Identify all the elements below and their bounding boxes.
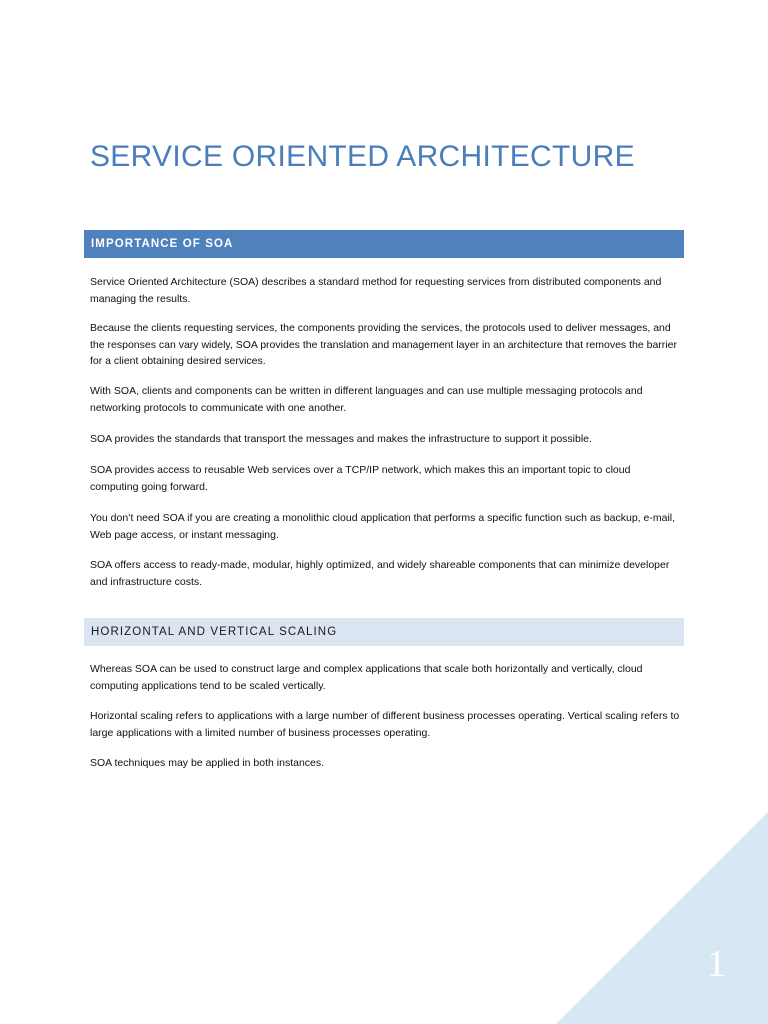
paragraph: Service Oriented Architecture (SOA) describes a standard method for requesting services from distributed components and managing the results.: [90, 276, 662, 305]
section-heading-horizontal-and-vertical-scaling: HORIZONTAL AND VERTICAL SCALING: [84, 618, 684, 646]
page-title: SERVICE ORIENTED ARCHITECTURE: [90, 140, 635, 173]
paragraph: With SOA, clients and components can be written in different languages and can use multiple messaging protocols and networking protocols to communicate with one another.: [90, 385, 643, 414]
paragraph: SOA techniques may be applied in both instances.: [90, 757, 325, 769]
paragraph: SOA provides access to reusable Web services over a TCP/IP network, which makes this an important topic to cloud computing going forward.: [90, 464, 631, 493]
section-heading-importance-of-soa: IMPORTANCE OF SOA: [84, 230, 684, 258]
paragraph: Horizontal scaling refers to applications with a large number of different business processes operating. Vertical scaling refers to large applications with a limited number of business processes operating.: [90, 710, 680, 739]
paragraph: SOA provides the standards that transport the messages and makes the infrastructure to support it possible.: [90, 433, 592, 445]
corner-triangle-decoration: [556, 812, 768, 1024]
page-number: 1: [707, 943, 726, 985]
paragraph: SOA offers access to ready-made, modular, highly optimized, and widely shareable components that can minimize developer and infrastructure costs.: [90, 559, 670, 588]
paragraph: You don’t need SOA if you are creating a monolithic cloud application that performs a specific function such as backup, e-mail, Web page access, or instant messaging.: [90, 512, 676, 541]
paragraph: Whereas SOA can be used to construct large and complex applications that scale both horizontally and vertically, cloud computing applications tend to be scaled vertically.: [90, 663, 643, 692]
paragraph: Because the clients requesting services, the components providing the services, the protocols used to deliver messages, and the responses can vary widely, SOA provides the translation and management layer in an architecture that removes the barrier for a client obtaining desired services.: [90, 322, 677, 367]
